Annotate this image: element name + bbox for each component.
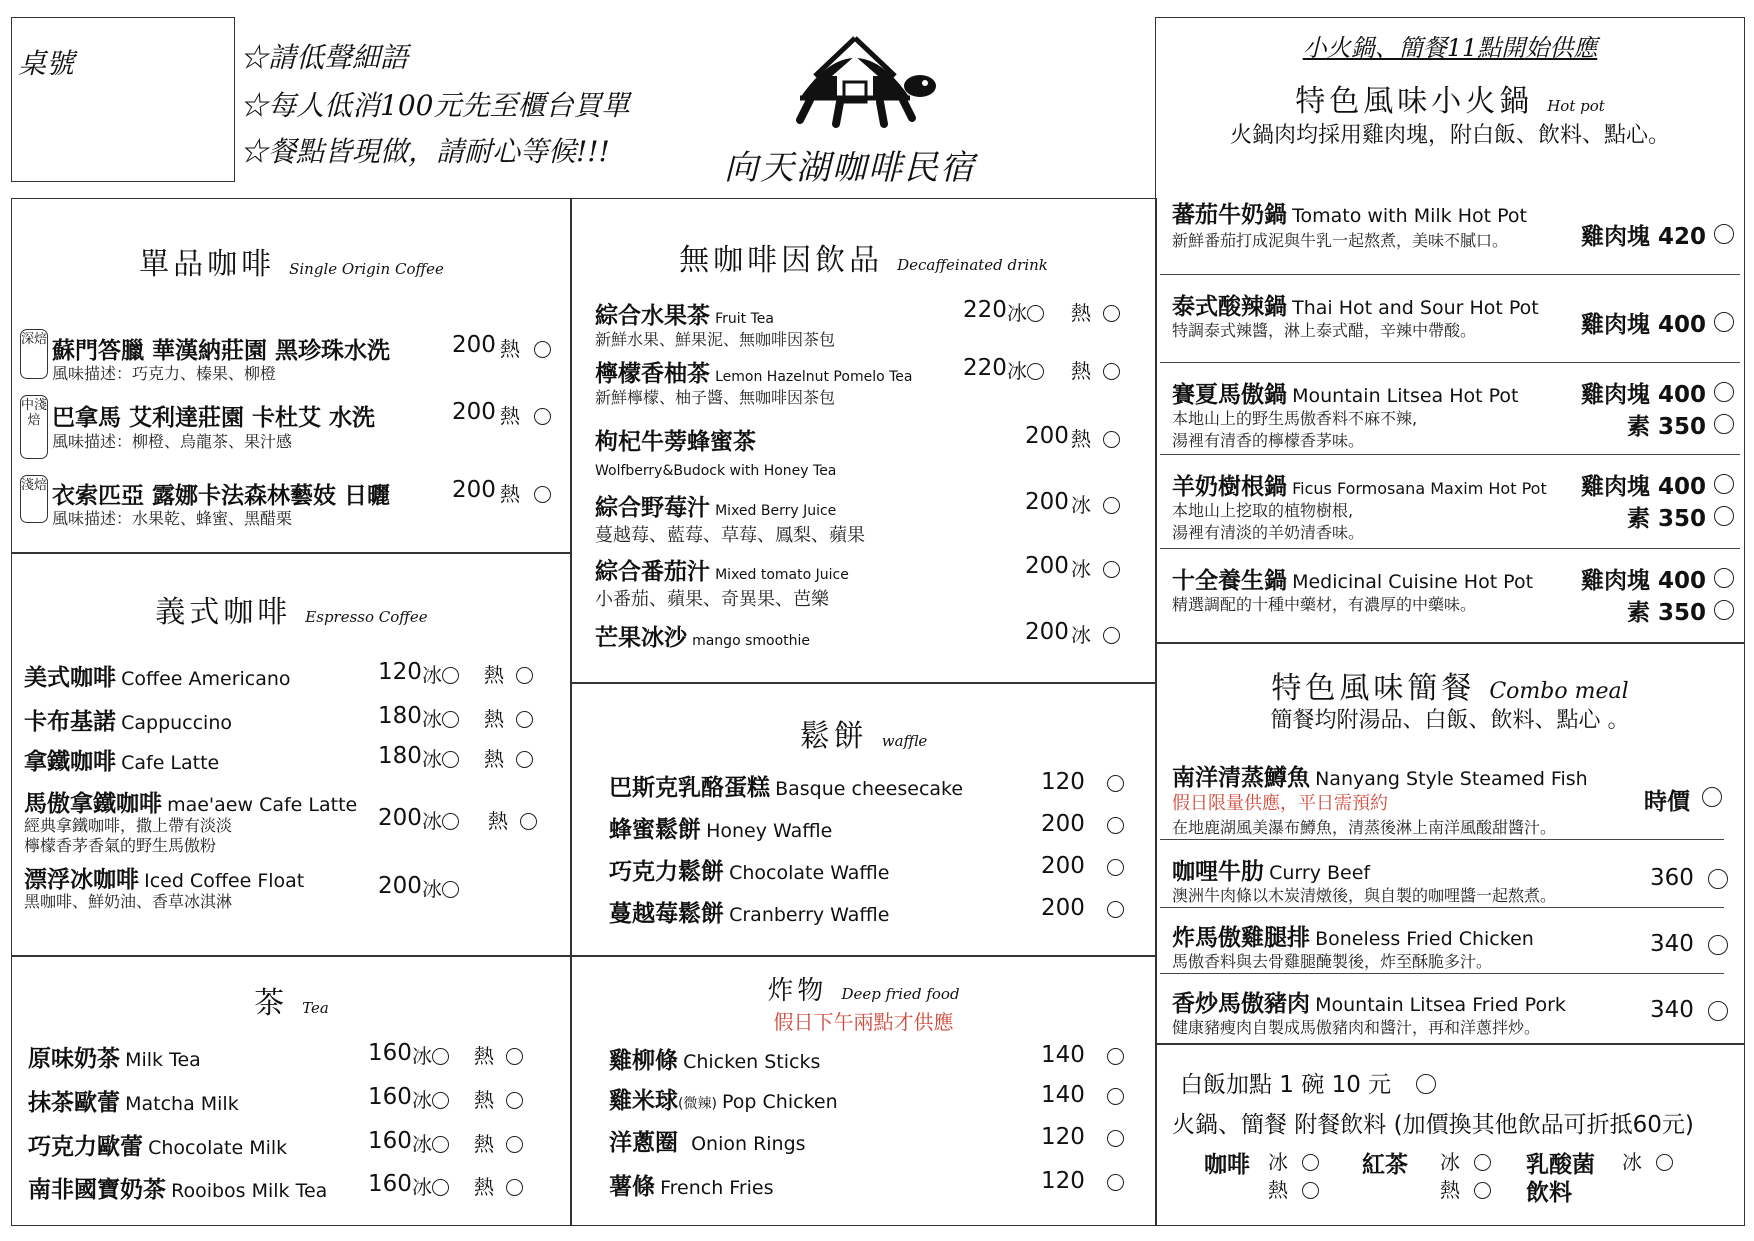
combo-title: 特色風味簡餐 xyxy=(1271,671,1476,706)
hot-option-label: 熱 xyxy=(500,404,520,428)
menu-item-name-en: Chocolate Waffle xyxy=(729,862,890,884)
ice-option-label: 冰 xyxy=(1071,557,1091,581)
ice-checkbox[interactable] xyxy=(442,667,459,684)
order-checkbox[interactable] xyxy=(1107,775,1124,792)
roast-badge: 淺焙 xyxy=(20,475,48,523)
divider xyxy=(1160,274,1740,275)
ice-option-label: 冰 xyxy=(422,747,442,771)
menu-item-price: 120 xyxy=(1041,769,1085,795)
menu-item-name: 漂浮冰咖啡 xyxy=(24,867,139,893)
hot-checkbox[interactable] xyxy=(1103,363,1120,380)
menu-item-name-en: French Fries xyxy=(660,1177,774,1199)
coffee-ice-checkbox[interactable] xyxy=(1302,1154,1319,1171)
menu-item-name-en: Honey Waffle xyxy=(706,820,833,842)
menu-item-price: 200 xyxy=(452,399,496,425)
menu-item-name-en: Lemon Hazelnut Pomelo Tea xyxy=(715,369,913,385)
menu-item-price: 200 xyxy=(1041,895,1085,921)
waffle-title: 鬆餅 xyxy=(799,719,868,754)
ice-option-label: 冰 xyxy=(1007,301,1027,325)
menu-item-name: 原味奶茶 xyxy=(28,1046,120,1072)
menu-item-name: 南洋清蒸鱒魚 xyxy=(1172,765,1310,791)
ice-checkbox[interactable] xyxy=(1103,627,1120,644)
hot-checkbox[interactable] xyxy=(534,341,551,358)
menu-item-name: 巴拿馬 艾利達莊園 卡杜艾 水洗 xyxy=(52,405,376,431)
menu-item-name-en: Coffee Americano xyxy=(121,668,291,690)
tea-section xyxy=(11,955,572,1226)
menu-item-price: 200 xyxy=(1041,853,1085,879)
menu-item-note: 假日限量供應，平日需預約 xyxy=(1172,793,1388,814)
menu-item-price: 時價 xyxy=(1644,789,1690,815)
menu-item-price: 雞肉塊 400 xyxy=(1580,312,1706,338)
ice-option-label: 冰 xyxy=(412,1175,432,1199)
menu-item-name-en: Ficus Formosana Maxim Hot Pot xyxy=(1292,479,1547,498)
menu-item-name: 綜合野莓汁 xyxy=(595,495,710,521)
ice-checkbox[interactable] xyxy=(1027,305,1044,322)
menu-item-price-veg: 素 350 xyxy=(1626,414,1706,440)
ice-checkbox[interactable] xyxy=(1103,561,1120,578)
menu-item-name-en: Tomato with Milk Hot Pot xyxy=(1292,205,1527,227)
hot-option-label: 熱 xyxy=(474,1044,494,1068)
menu-item-price: 200 xyxy=(1025,423,1069,449)
menu-item-name: 巧克力鬆餅 xyxy=(609,859,724,885)
ice-option-label: 冰 xyxy=(1007,359,1027,383)
menu-item-desc: 特調泰式辣醬，淋上泰式醋，辛辣中帶酸。 xyxy=(1172,321,1477,340)
menu-item-price: 180 xyxy=(378,703,422,729)
hot-option-label: 熱 xyxy=(484,747,504,771)
menu-item-name-en: Iced Coffee Float xyxy=(144,870,305,892)
order-checkbox[interactable] xyxy=(1107,1088,1124,1105)
hot-checkbox[interactable] xyxy=(506,1092,523,1109)
black-tea-hot-checkbox[interactable] xyxy=(1474,1182,1491,1199)
menu-item-desc: 經典拿鐵咖啡，撒上帶有淡淡 xyxy=(24,816,233,835)
menu-item-name: 香炒馬傲豬肉 xyxy=(1172,991,1310,1017)
order-checkbox[interactable] xyxy=(1107,901,1124,918)
menu-item-name-en: Mountain Litsea Fried Pork xyxy=(1315,994,1566,1016)
hot-checkbox[interactable] xyxy=(520,813,537,830)
ice-checkbox[interactable] xyxy=(442,751,459,768)
hot-option-label: 熱 xyxy=(1071,359,1091,383)
combo-section xyxy=(1155,642,1745,1045)
shop-name: 向天湖咖啡民宿 xyxy=(724,148,976,188)
divider xyxy=(1160,839,1724,840)
hot-checkbox[interactable] xyxy=(1103,431,1120,448)
menu-item-name: 巴斯克乳酪蛋糕 xyxy=(609,775,770,801)
fried-section xyxy=(570,955,1157,1226)
menu-item-name-en: Cranberry Waffle xyxy=(729,904,890,926)
hot-checkbox[interactable] xyxy=(516,711,533,728)
menu-item-desc: Wolfberry&Budock with Honey Tea xyxy=(595,463,837,479)
hotpot-section xyxy=(1155,17,1745,644)
menu-item-name: 賽夏馬傲鍋 xyxy=(1172,382,1287,408)
menu-item-name: 美式咖啡 xyxy=(24,665,116,691)
hot-option-label: 熱 xyxy=(1071,427,1091,451)
menu-item-desc: 新鮮番茄打成泥與牛乳一起熬煮，美味不膩口。 xyxy=(1172,231,1509,250)
menu-item-desc: 馬傲香料與去骨雞腿醃製後，炸至酥脆多汁。 xyxy=(1172,952,1493,971)
order-checkbox[interactable] xyxy=(1714,506,1734,526)
hot-option-label: 熱 xyxy=(1071,301,1091,325)
hot-checkbox[interactable] xyxy=(506,1179,523,1196)
ice-option-label: 冰 xyxy=(412,1132,432,1156)
hot-option-label: 熱 xyxy=(484,707,504,731)
menu-item-price: 200 xyxy=(1025,489,1069,515)
menu-item-name-en: Onion Rings xyxy=(691,1133,806,1155)
menu-item-name-en: Thai Hot and Sour Hot Pot xyxy=(1292,297,1539,319)
menu-item-desc: 健康豬瘦肉自製成馬傲豬肉和醬汁，再和洋蔥拌炒。 xyxy=(1172,1018,1541,1037)
ice-option-label: 冰 xyxy=(412,1088,432,1112)
menu-item-price: 200 xyxy=(1025,619,1069,645)
order-checkbox[interactable] xyxy=(1714,224,1734,244)
hot-checkbox[interactable] xyxy=(534,486,551,503)
coffee-drink-label: 咖啡 xyxy=(1204,1152,1250,1178)
menu-item-price: 220 xyxy=(963,355,1007,381)
menu-item-name: 蕃茄牛奶鍋 xyxy=(1172,202,1287,228)
menu-item-name: 十全養生鍋 xyxy=(1172,568,1287,594)
ice-checkbox[interactable] xyxy=(432,1136,449,1153)
order-checkbox[interactable] xyxy=(1708,869,1728,889)
menu-item-name-en: Cafe Latte xyxy=(121,752,220,774)
divider xyxy=(1160,548,1740,549)
menu-item-price: 120 xyxy=(1041,1168,1085,1194)
ice-checkbox[interactable] xyxy=(432,1048,449,1065)
menu-item-name-en: Medicinal Cuisine Hot Pot xyxy=(1292,571,1534,593)
menu-item-price: 200 xyxy=(1041,811,1085,837)
ice-checkbox[interactable] xyxy=(1027,363,1044,380)
espresso-title-en: Espresso Coffee xyxy=(305,608,428,626)
menu-item-price: 340 xyxy=(1650,997,1694,1023)
menu-item-name: 蜂蜜鬆餅 xyxy=(609,817,701,843)
menu-item-price-veg: 素 350 xyxy=(1626,506,1706,532)
notice-2: ☆每人低消100元先至櫃台買單 xyxy=(240,89,630,122)
hotpot-title-en: Hot pot xyxy=(1547,97,1605,115)
ice-checkbox[interactable] xyxy=(442,881,459,898)
menu-item-name: 蘇門答臘 華漢納莊園 黑珍珠水洗 xyxy=(52,338,391,364)
hot-option-label: 熱 xyxy=(500,482,520,506)
ice-option-label: 冰 xyxy=(1071,623,1091,647)
menu-item-price: 140 xyxy=(1041,1042,1085,1068)
order-checkbox[interactable] xyxy=(1107,1174,1124,1191)
order-checkbox[interactable] xyxy=(1702,787,1722,807)
espresso-section xyxy=(11,552,572,957)
menu-item-name-en: Fruit Tea xyxy=(715,311,774,327)
order-checkbox[interactable] xyxy=(1107,1130,1124,1147)
menu-item-name: 巧克力歐蕾 xyxy=(28,1134,143,1160)
menu-item-desc: 在地鹿湖風美瀑布鱒魚，清蒸後淋上南洋風酸甜醬汁。 xyxy=(1172,818,1557,837)
menu-item-name: 綜合水果茶 xyxy=(595,303,710,329)
menu-item-name-en: Chocolate Milk xyxy=(148,1137,288,1159)
menu-item-name-en: Mixed tomato Juice xyxy=(715,567,849,583)
roast-badge: 中淺焙 xyxy=(20,395,48,459)
coffee-hot-checkbox[interactable] xyxy=(1302,1182,1319,1199)
hot-option-label: 熱 xyxy=(474,1088,494,1112)
menu-item-name-en: Basque cheesecake xyxy=(775,778,964,800)
order-checkbox[interactable] xyxy=(1708,935,1728,955)
hot-option-label: 熱 xyxy=(1268,1178,1288,1202)
menu-item-price: 220 xyxy=(963,297,1007,323)
menu-item-name: 雞柳條 xyxy=(609,1048,678,1074)
hot-checkbox[interactable] xyxy=(516,667,533,684)
hot-checkbox[interactable] xyxy=(516,751,533,768)
menu-item-price: 雞肉塊 400 xyxy=(1580,474,1706,500)
order-checkbox[interactable] xyxy=(1714,382,1734,402)
menu-item-price: 160 xyxy=(368,1040,412,1066)
menu-item-name-en: Pop Chicken xyxy=(722,1091,838,1113)
ice-option-label: 冰 xyxy=(422,877,442,901)
ice-option-label: 冰 xyxy=(422,707,442,731)
ice-option-label: 冰 xyxy=(422,809,442,833)
ice-checkbox[interactable] xyxy=(442,711,459,728)
tea-title-en: Tea xyxy=(302,999,329,1017)
hot-checkbox[interactable] xyxy=(1103,305,1120,322)
menu-item-price: 200 xyxy=(1025,553,1069,579)
menu-item-name-en: Matcha Milk xyxy=(125,1093,239,1115)
menu-item-price: 160 xyxy=(368,1128,412,1154)
hotpot-subtitle: 火鍋肉均採用雞肉塊，附白飯、飲料、點心。 xyxy=(1229,123,1670,148)
hot-checkbox[interactable] xyxy=(506,1048,523,1065)
menu-item-name-en: Curry Beef xyxy=(1269,862,1371,884)
menu-item-price: 200 xyxy=(452,477,496,503)
single-origin-title: 單品咖啡 xyxy=(139,247,276,282)
menu-item-price: 雞肉塊 400 xyxy=(1580,382,1706,408)
menu-item-name-en: Mountain Litsea Hot Pot xyxy=(1292,385,1519,407)
ice-checkbox[interactable] xyxy=(432,1092,449,1109)
menu-item-name: 咖哩牛肋 xyxy=(1172,859,1264,885)
drink-note: 火鍋、簡餐 附餐飲料 (加價換其他飲品可折抵60元) xyxy=(1172,1112,1694,1138)
divider xyxy=(1160,907,1724,908)
menu-item-desc-2: 湯裡有清香的檸檬香茅味。 xyxy=(1172,431,1365,450)
menu-item-price: 200 xyxy=(452,332,496,358)
menu-item-name: 馬傲拿鐵咖啡 xyxy=(24,791,162,817)
divider xyxy=(1160,973,1724,974)
table-number-label: 桌號 xyxy=(18,47,75,80)
menu-item-name: 衣索匹亞 露娜卡法森林藝妓 日曬 xyxy=(52,483,391,509)
single-origin-title-en: Single Origin Coffee xyxy=(289,260,444,278)
menu-item-price: 340 xyxy=(1650,931,1694,957)
menu-item-price: 120 xyxy=(1041,1124,1085,1150)
menu-item-name-en: Cappuccino xyxy=(121,712,233,734)
tea-title: 茶 xyxy=(254,986,289,1021)
menu-item-desc-2: 湯裡有清淡的羊奶清香味。 xyxy=(1172,523,1365,542)
black-tea-ice-checkbox[interactable] xyxy=(1474,1154,1491,1171)
menu-item-desc: 新鮮水果、鮮果泥、無咖啡因茶包 xyxy=(595,330,836,349)
menu-item-desc: 新鮮檸檬、柚子醬、無咖啡因茶包 xyxy=(595,388,836,407)
menu-item-name: 南非國寶奶茶 xyxy=(28,1177,166,1203)
menu-item-desc: 黑咖啡、鮮奶油、香草冰淇淋 xyxy=(24,892,233,911)
menu-item-price-veg: 素 350 xyxy=(1626,600,1706,626)
menu-item-name: 抹茶歐蕾 xyxy=(28,1090,120,1116)
order-checkbox[interactable] xyxy=(1714,474,1734,494)
divider xyxy=(1160,362,1740,363)
menu-item-desc: 本地山上挖取的植物樹根, xyxy=(1172,501,1354,520)
order-checkbox[interactable] xyxy=(1714,312,1734,332)
hot-option-label: 熱 xyxy=(1440,1178,1460,1202)
espresso-title: 義式咖啡 xyxy=(155,595,292,630)
menu-item-name: 卡布基諾 xyxy=(24,709,116,735)
notice-3: ☆餐點皆現做，請耐心等候!!! xyxy=(240,135,610,168)
ice-option-label: 冰 xyxy=(412,1044,432,1068)
yakult-drink-label-2: 飲料 xyxy=(1526,1180,1572,1206)
ice-option-label: 冰 xyxy=(1071,493,1091,517)
order-checkbox[interactable] xyxy=(1107,817,1124,834)
menu-item-desc: 精選調配的十種中藥材，有濃厚的中藥味。 xyxy=(1172,595,1477,614)
menu-item-name-en: mae'aew Cafe Latte xyxy=(167,794,358,816)
roast-badge: 深焙 xyxy=(20,329,48,379)
menu-item-price: 120 xyxy=(378,659,422,685)
hot-option-label: 熱 xyxy=(488,809,508,833)
ice-option-label: 冰 xyxy=(1268,1150,1288,1174)
menu-item-name-en: mango smoothie xyxy=(692,633,811,649)
hotpot-banner: 小火鍋、簡餐11點開始供應 xyxy=(1302,34,1598,62)
menu-item-name: 炸馬傲雞腿排 xyxy=(1172,925,1310,951)
extras-section xyxy=(1155,1043,1745,1226)
order-checkbox[interactable] xyxy=(1708,1001,1728,1021)
fried-note: 假日下午兩點才供應 xyxy=(773,1010,954,1034)
menu-item-desc: 風味描述：水果乾、蜂蜜、黑醋栗 xyxy=(52,509,293,528)
ice-option-label: 冰 xyxy=(1440,1150,1460,1174)
hot-checkbox[interactable] xyxy=(534,408,551,425)
hot-option-label: 熱 xyxy=(474,1175,494,1199)
hot-option-label: 熱 xyxy=(500,337,520,361)
menu-item-name: 芒果冰沙 xyxy=(595,625,687,651)
menu-item-name-en: Rooibos Milk Tea xyxy=(171,1180,328,1202)
menu-item-name-en: Nanyang Style Steamed Fish xyxy=(1315,768,1588,790)
rice-checkbox[interactable] xyxy=(1416,1074,1436,1094)
single-origin-section xyxy=(11,198,572,554)
menu-item-name-en: Boneless Fried Chicken xyxy=(1315,928,1534,950)
menu-item-name: 羊奶樹根鍋 xyxy=(1172,474,1287,500)
black-tea-drink-label: 紅茶 xyxy=(1362,1152,1408,1178)
menu-item-price: 160 xyxy=(368,1171,412,1197)
menu-item-price: 140 xyxy=(1041,1082,1085,1108)
ice-checkbox[interactable] xyxy=(1103,497,1120,514)
combo-title-en: Combo meal xyxy=(1489,679,1629,704)
menu-item-name: 檸檬香柚茶 xyxy=(595,361,710,387)
turtle-house-logo xyxy=(770,28,940,138)
order-checkbox[interactable] xyxy=(1107,859,1124,876)
waffle-title-en: waffle xyxy=(881,732,928,750)
menu-item-price: 雞肉塊 400 xyxy=(1580,568,1706,594)
decaf-title: 無咖啡因飲品 xyxy=(679,243,884,278)
menu-item-name-en: Mixed Berry Juice xyxy=(715,503,837,519)
yakult-drink-label: 乳酸菌 xyxy=(1526,1152,1595,1178)
ice-option-label: 冰 xyxy=(422,663,442,687)
menu-item-name: 泰式酸辣鍋 xyxy=(1172,294,1287,320)
menu-item-price: 200 xyxy=(378,805,422,831)
order-checkbox[interactable] xyxy=(1714,568,1734,588)
ice-checkbox[interactable] xyxy=(432,1179,449,1196)
decaf-title-en: Decaffeinated drink xyxy=(897,256,1048,274)
hot-checkbox[interactable] xyxy=(506,1136,523,1153)
ice-checkbox[interactable] xyxy=(442,813,459,830)
order-checkbox[interactable] xyxy=(1714,414,1734,434)
notice-1: ☆請低聲細語 xyxy=(240,41,409,74)
menu-item-price: 180 xyxy=(378,743,422,769)
menu-item-name: 綜合番茄汁 xyxy=(595,559,710,585)
hotpot-title: 特色風味小火鍋 xyxy=(1295,84,1534,119)
menu-item-name: 雞米球 xyxy=(609,1088,678,1114)
menu-item-desc: 小番茄、蘋果、奇異果、芭樂 xyxy=(595,589,829,610)
menu-item-desc: 本地山上的野生馬傲香料不麻不辣, xyxy=(1172,409,1418,428)
menu-item-price: 160 xyxy=(368,1084,412,1110)
fried-title-en: Deep fried food xyxy=(841,985,960,1003)
menu-item-price: 雞肉塊 420 xyxy=(1580,224,1706,250)
menu-item-name: 蔓越莓鬆餅 xyxy=(609,901,724,927)
hot-option-label: 熱 xyxy=(474,1132,494,1156)
fried-title: 炸物 xyxy=(767,976,828,1006)
menu-item-desc: 風味描述：巧克力、榛果、柳橙 xyxy=(52,364,277,383)
menu-item-desc: 澳洲牛肉條以木炭清燉後，與自製的咖哩醬一起熬煮。 xyxy=(1172,886,1557,905)
menu-item-name: 洋蔥圈 xyxy=(609,1130,678,1156)
menu-item-desc: 蔓越莓、藍莓、草莓、鳳梨、蘋果 xyxy=(595,525,865,546)
decaf-section xyxy=(570,198,1157,684)
order-checkbox[interactable] xyxy=(1107,1048,1124,1065)
divider xyxy=(1160,454,1740,455)
menu-item-note: (微辣) xyxy=(678,1096,717,1112)
order-checkbox[interactable] xyxy=(1714,600,1734,620)
ice-option-label: 冰 xyxy=(1622,1150,1642,1174)
rice-addon-label: 白飯加點 1 碗 10 元 xyxy=(1180,1072,1392,1098)
menu-item-price: 360 xyxy=(1650,865,1694,891)
waffle-section xyxy=(570,682,1157,957)
menu-item-name: 薯條 xyxy=(609,1174,655,1200)
combo-subtitle: 簡餐均附湯品、白飯、飲料、點心 。 xyxy=(1270,708,1630,733)
yakult-ice-checkbox[interactable] xyxy=(1656,1154,1673,1171)
menu-item-name: 拿鐵咖啡 xyxy=(24,749,116,775)
menu-item-name-en: Chicken Sticks xyxy=(683,1051,821,1073)
menu-item-name: 枸杞牛蒡蜂蜜茶 xyxy=(595,429,756,455)
menu-item-desc-2: 檸檬香茅香氣的野生馬傲粉 xyxy=(24,836,217,855)
table-number-box xyxy=(11,17,235,182)
menu-item-price: 200 xyxy=(378,873,422,899)
menu-item-name-en: Milk Tea xyxy=(125,1049,201,1071)
hot-option-label: 熱 xyxy=(484,663,504,687)
menu-item-desc: 風味描述：柳橙、烏龍茶、果汁感 xyxy=(52,432,293,451)
